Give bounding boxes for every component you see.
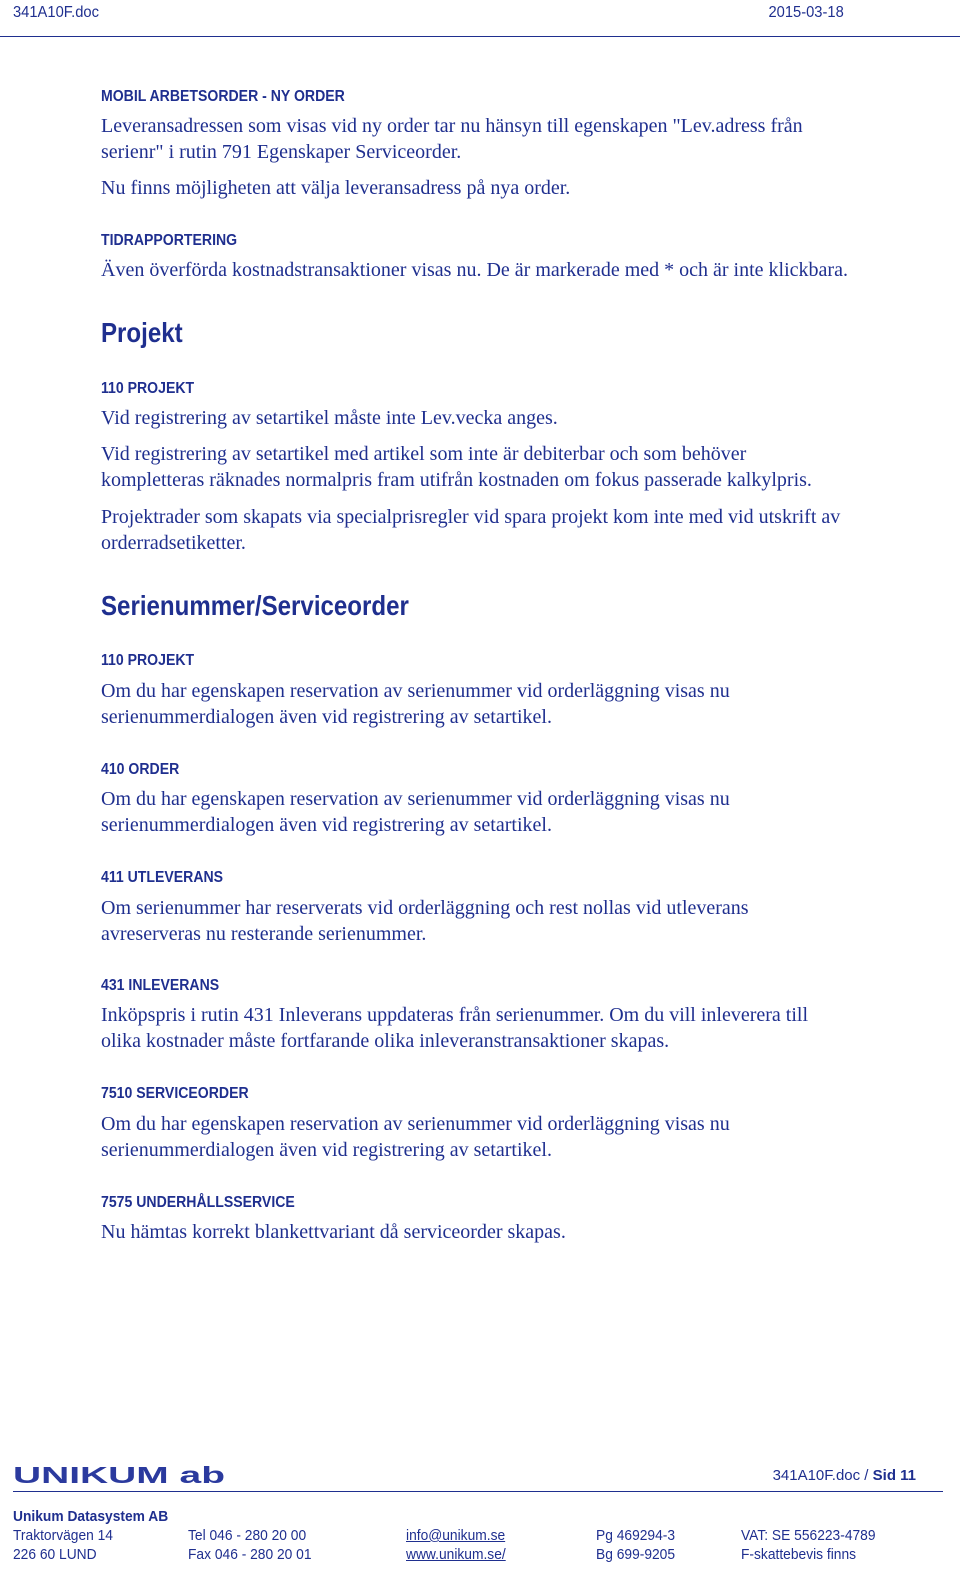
unikum-logo-text: UNIKUM ab xyxy=(13,1464,225,1486)
header-divider xyxy=(0,36,960,37)
serie-7510-line-2: serienummerdialogen även vid registrering av setartikel. xyxy=(101,1139,552,1161)
serie-411-line-2: avreserveras nu resterande serienummer. xyxy=(101,923,427,945)
footer-vat-number: VAT: SE 556223-4789 xyxy=(741,1527,876,1544)
serie-7510-line-1: Om du har egenskapen reservation av serienummer vid orderläggning visas nu xyxy=(101,1113,730,1135)
projekt-paragraph-3-line-1: Projektrader som skapats via specialprisregler vid spara projekt kom inte med vid utskrift av xyxy=(101,506,841,528)
serie-411-line-1: Om serienummer har reserverats vid orderläggning och rest nollas vid utleverans xyxy=(101,897,749,919)
projekt-heading-110: 110 PROJEKT xyxy=(101,380,195,397)
footer-telephone: Tel 046 - 280 20 00 xyxy=(188,1527,307,1544)
serie-431-line-2: olika kostnader måste fortfarande olika inleveranstransaktioner skapas. xyxy=(101,1030,670,1052)
mobil-paragraph-1-line-1: Leveransadressen som visas vid ny order tar nu hänsyn till egenskapen "Lev.adress från xyxy=(101,115,803,137)
serie-heading-7510: 7510 SERVICEORDER xyxy=(101,1085,249,1102)
unikum-logo xyxy=(13,1464,228,1486)
projekt-paragraph-2-line-1: Vid registrering av setartikel med artikel som inte är debiterbar och som behöver xyxy=(101,443,747,465)
footer-plusgiro: Pg 469294-3 xyxy=(596,1527,676,1544)
serie-410-line-2: serienummerdialogen även vid registrering av setartikel. xyxy=(101,814,552,836)
serie-heading-410: 410 ORDER xyxy=(101,761,180,778)
mobil-paragraph-1-line-2: serienr" i rutin 791 Egenskaper Serviceorder. xyxy=(101,141,462,163)
footer-company-name: Unikum Datasystem AB xyxy=(13,1508,169,1525)
header-date: 2015-03-18 xyxy=(768,4,844,21)
section-heading-tidrapportering: TIDRAPPORTERING xyxy=(101,232,238,249)
serie-heading-431: 431 INLEVERANS xyxy=(101,977,220,994)
footer-email-link[interactable]: info@unikum.se xyxy=(406,1527,506,1544)
projekt-paragraph-2-line-2: kompletteras räknades normalpris fram utifrån kostnaden om fokus passerade kalkylpris. xyxy=(101,469,812,491)
footer-doc-name: 341A10F.doc / xyxy=(772,1467,873,1484)
tid-paragraph-1: Även överförda kostnadstransaktioner visas nu. De är markerade med * och är inte klickbara. xyxy=(101,259,848,281)
footer-divider xyxy=(13,1491,943,1492)
serie-431-line-1: Inköpspris i rutin 431 Inleverans uppdateras från serienummer. Om du vill inleverera till xyxy=(101,1004,809,1026)
footer-tax-certificate: F-skattebevis finns xyxy=(741,1546,857,1563)
footer-doc-reference xyxy=(760,1467,916,1484)
footer-page-number: Sid 11 xyxy=(872,1467,916,1484)
serie-110-line-1: Om du har egenskapen reservation av serienummer vid orderläggning visas nu xyxy=(101,680,730,702)
serie-heading-7575: 7575 UNDERHÅLLSSERVICE xyxy=(101,1194,295,1211)
footer-address-line-2: 226 60 LUND xyxy=(13,1546,97,1563)
footer-bankgiro: Bg 699-9205 xyxy=(596,1546,676,1563)
footer-fax: Fax 046 - 280 20 01 xyxy=(188,1546,312,1563)
projekt-paragraph-1: Vid registrering av setartikel måste inte Lev.vecka anges. xyxy=(101,407,558,429)
projekt-paragraph-3-line-2: orderradsetiketter. xyxy=(101,532,246,554)
serie-heading-110: 110 PROJEKT xyxy=(101,652,195,669)
serie-410-line-1: Om du har egenskapen reservation av serienummer vid orderläggning visas nu xyxy=(101,788,730,810)
section-title-projekt: Projekt xyxy=(101,317,183,348)
mobil-paragraph-2: Nu finns möjligheten att välja leveransadress på nya order. xyxy=(101,177,571,199)
serie-7575-line-1: Nu hämtas korrekt blankettvariant då serviceorder skapas. xyxy=(101,1221,566,1243)
serie-heading-411: 411 UTLEVERANS xyxy=(101,869,224,886)
section-heading-mobil: MOBIL ARBETSORDER - NY ORDER xyxy=(101,88,345,105)
header-filename: 341A10F.doc xyxy=(13,4,99,21)
footer-website-link[interactable]: www.unikum.se/ xyxy=(406,1546,506,1563)
section-title-serienummer: Serienummer/Serviceorder xyxy=(101,590,409,621)
footer-address-line-1: Traktorvägen 14 xyxy=(13,1527,113,1544)
serie-110-line-2: serienummerdialogen även vid registrering av setartikel. xyxy=(101,706,552,728)
page-header xyxy=(13,0,844,26)
